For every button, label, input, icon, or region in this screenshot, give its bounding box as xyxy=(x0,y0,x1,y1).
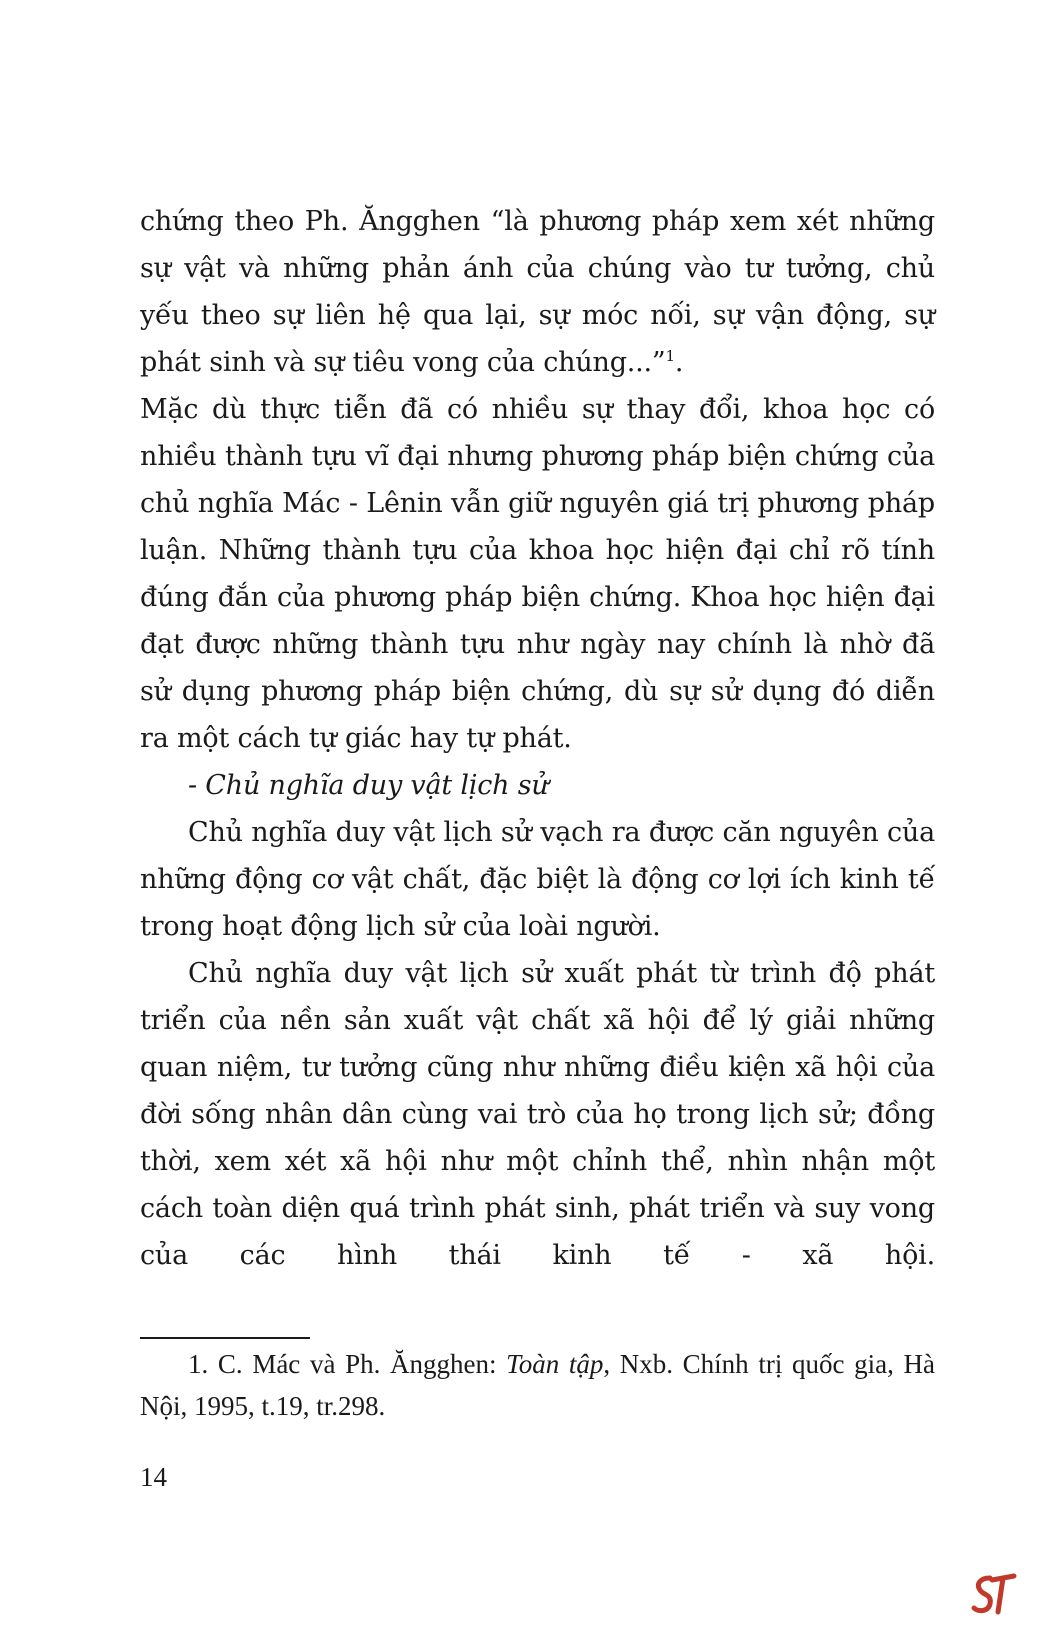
page-number: 14 xyxy=(140,1462,167,1492)
footnote-divider xyxy=(140,1337,310,1339)
footnote-reference[interactable]: 1 xyxy=(665,347,675,365)
footnote-suffix: , Nxb. Chính trị quốc gia, Hà Nội, 1995, t.19, tr.298. xyxy=(140,1349,935,1421)
footnote-title: Toàn tập xyxy=(506,1349,604,1379)
paragraph-4: Chủ nghĩa duy vật lịch sử xuất phát từ trình độ phát triển của nền sản xuất vật chất xã hội để lý giải những quan niệm, tư tưởng cũng như những điều kiện xã hội của đời sống nhân dân cùng vai trò của họ trong lịch sử; đồng thời, xem xét xã hội như một chỉnh thể, nhìn nhận một cách toàn diện quá trình phát sinh, phát triển và suy vong của các hình thái kinh tế - xã hội. xyxy=(140,958,935,1271)
paragraph-1-tail: . xyxy=(674,347,684,378)
section-subheading: - Chủ nghĩa duy vật lịch sử xyxy=(188,770,549,801)
paragraph-1 xyxy=(140,198,935,386)
footnote-prefix: 1. C. Mác và Ph. Ăngghen: xyxy=(188,1349,507,1379)
main-text xyxy=(140,198,935,1279)
publisher-logo-icon xyxy=(970,1570,1018,1618)
paragraph-2: Mặc dù thực tiễn đã có nhiều sự thay đổi, khoa học có nhiều thành tựu vĩ đại nhưng phương pháp biện chứng của chủ nghĩa Mác - Lênin vẫn giữ nguyên giá trị phương pháp luận. Những thành tựu của khoa học hiện đại chỉ rõ tính đúng đắn của phương pháp biện chứng. Khoa học hiện đại đạt được những thành tựu như ngày nay chính là nhờ đã sử dụng phương pháp biện chứng, dù sự sử dụng đó diễn ra một cách tự giác hay tự phát. xyxy=(140,394,935,754)
paragraph-1-text: chứng theo Ph. Ăngghen “là phương pháp xem xét những sự vật và những phản ánh của chúng vào tư tưởng, chủ yếu theo sự liên hệ qua lại, sự móc nối, sự vận động, sự phát sinh và sự tiêu vong của chúng...” xyxy=(140,206,935,378)
paragraph-3: Chủ nghĩa duy vật lịch sử vạch ra được căn nguyên của những động cơ vật chất, đặc biệt là động cơ lợi ích kinh tế trong hoạt động lịch sử của loài người. xyxy=(140,817,935,942)
footnote xyxy=(140,1343,935,1427)
